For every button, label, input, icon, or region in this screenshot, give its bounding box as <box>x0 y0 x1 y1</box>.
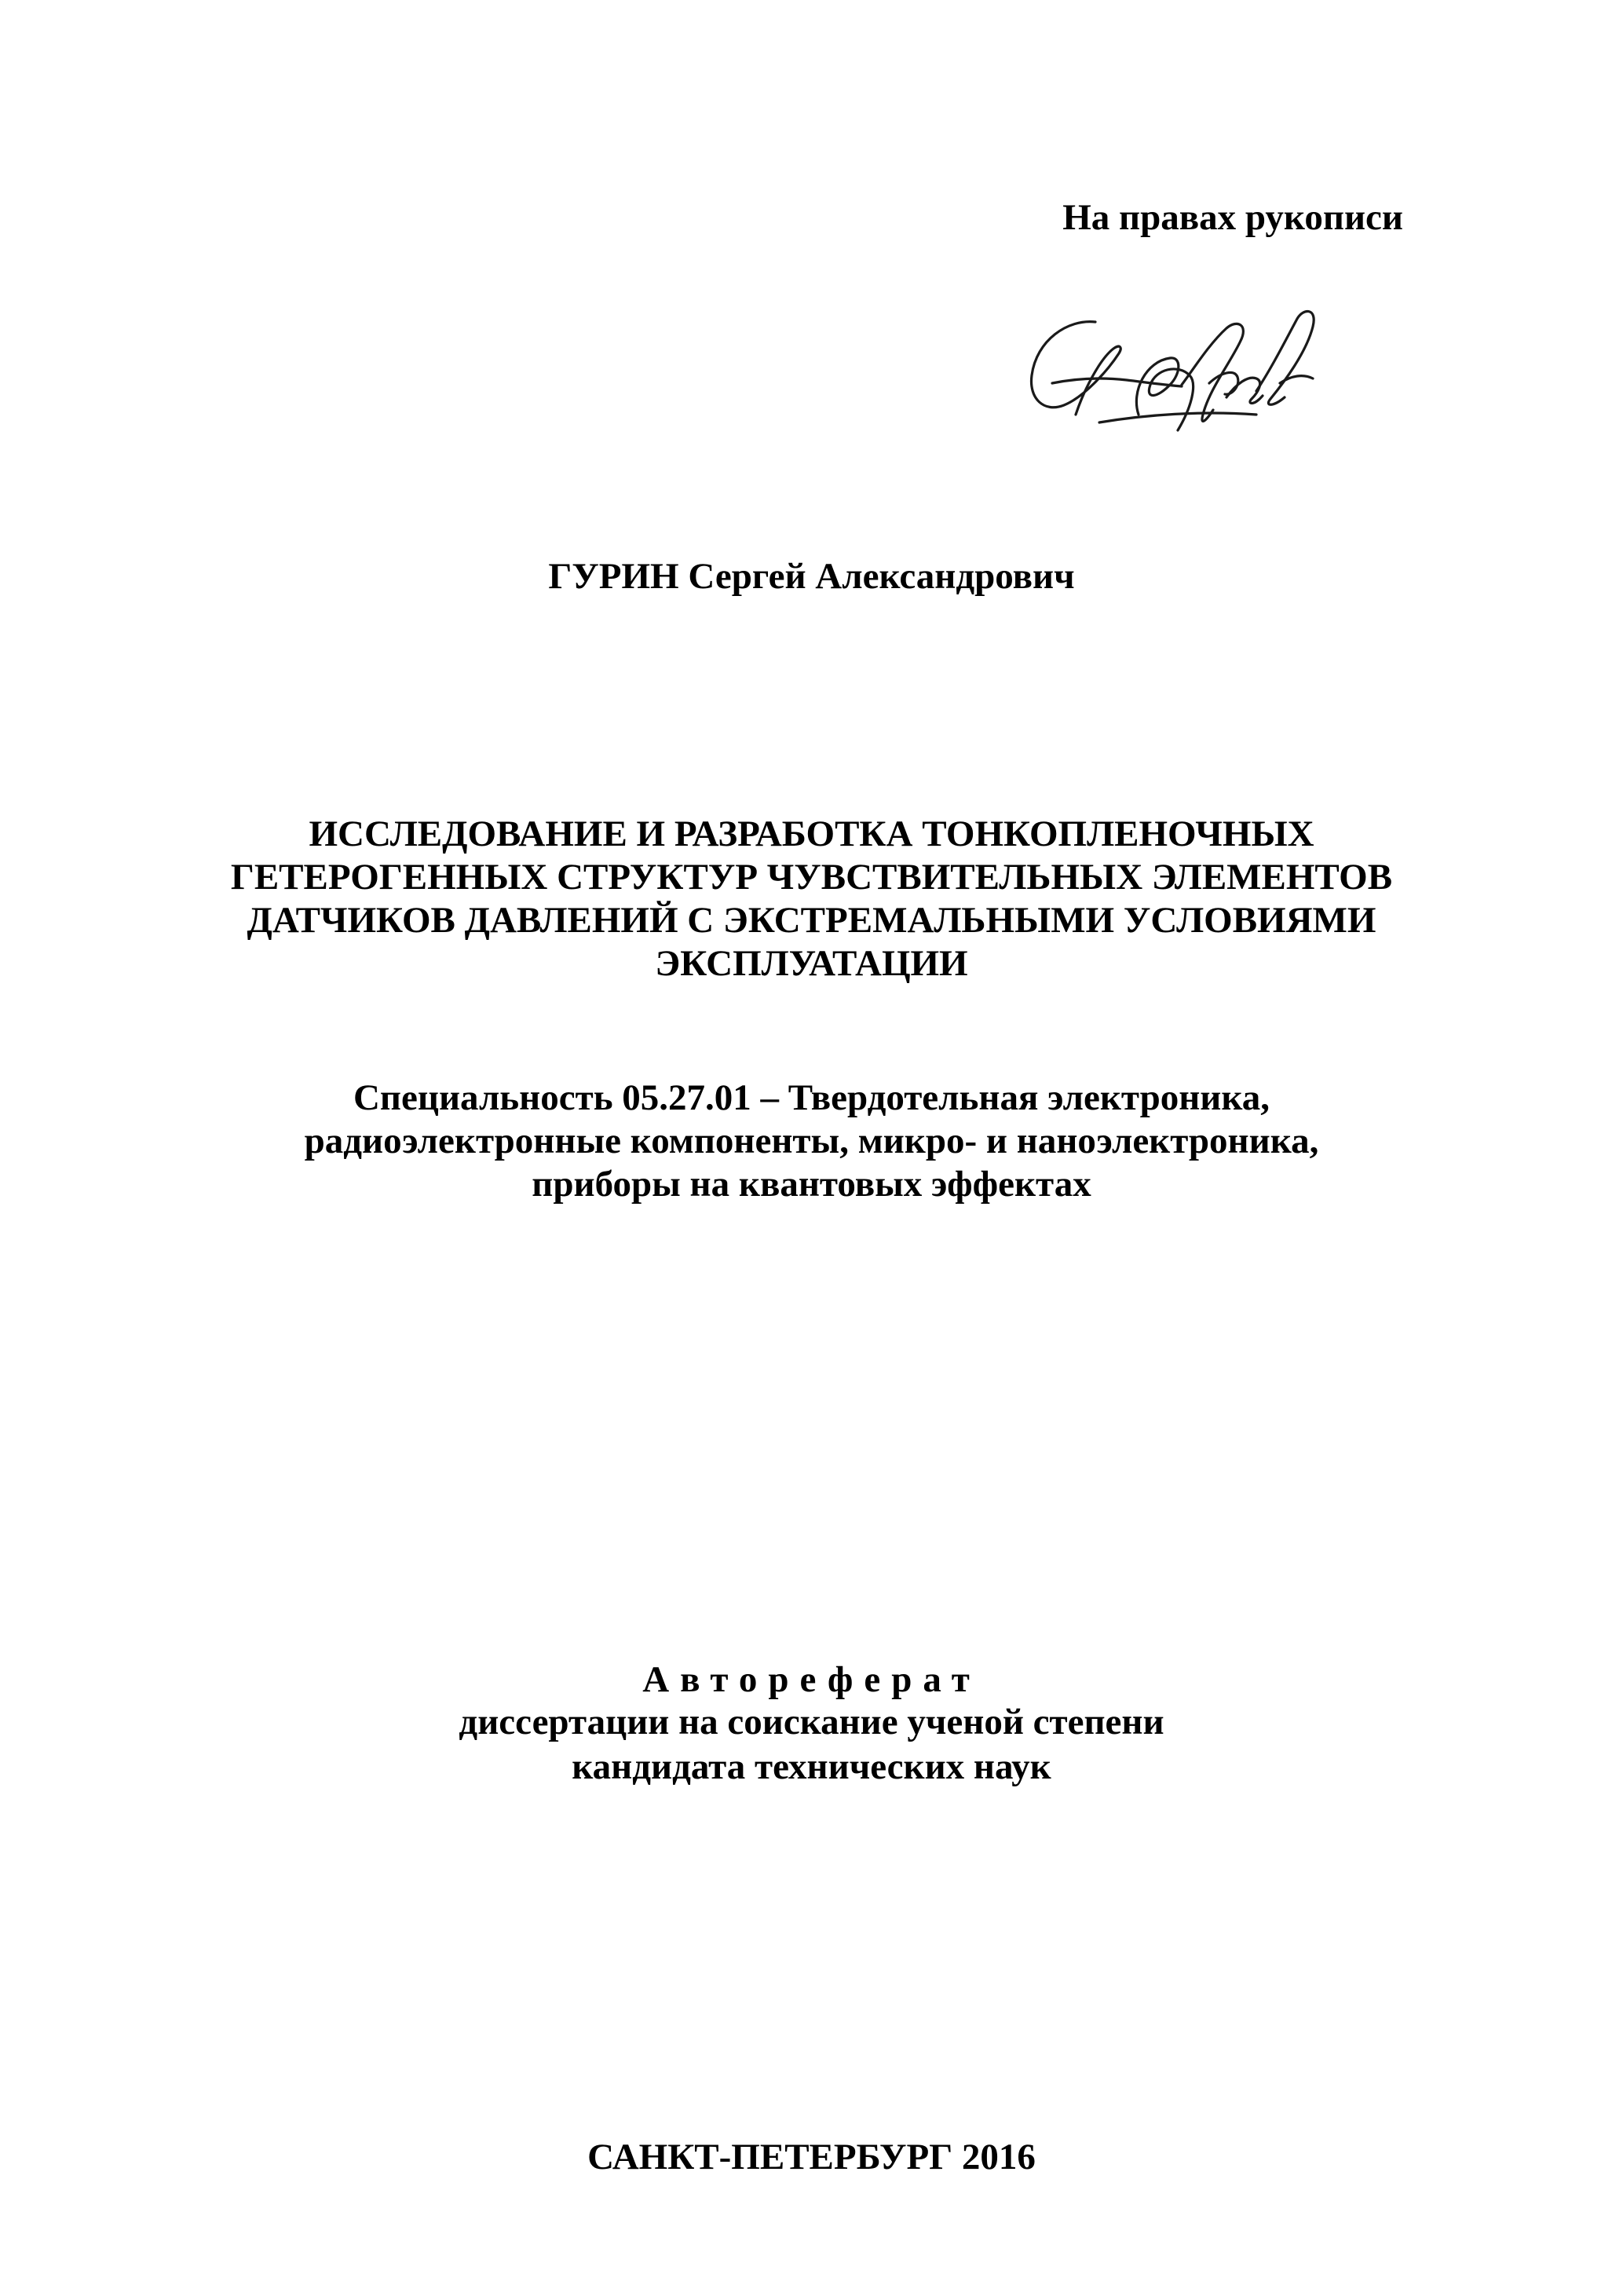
signature-icon <box>1021 297 1327 454</box>
title-line: ДАТЧИКОВ ДАВЛЕНИЙ С ЭКСТРЕМАЛЬНЫМИ УСЛОВИЯМИ <box>247 900 1376 941</box>
specialty-block <box>0 1077 1623 1206</box>
title-line: ГЕТЕРОГЕННЫХ СТРУКТУР ЧУВСТВИТЕЛЬНЫХ ЭЛЕМЕНТОВ <box>230 857 1393 898</box>
dissertation-title <box>0 813 1623 985</box>
title-line: ЭКСПЛУАТАЦИИ <box>655 943 968 984</box>
author-name: ГУРИН Сергей Александрович <box>548 556 1075 597</box>
degree-line: диссертации на соискание ученой степени <box>459 1702 1164 1742</box>
degree-block <box>0 1700 1623 1790</box>
specialty-line: радиоэлектронные компоненты, микро- и наноэлектроника, <box>304 1121 1319 1161</box>
title-line: ИССЛЕДОВАНИЕ И РАЗРАБОТКА ТОНКОПЛЕНОЧНЫХ <box>309 813 1314 854</box>
specialty-line: Специальность 05.27.01 – Твердотельная электроника, <box>353 1077 1270 1118</box>
specialty-line: приборы на квантовых эффектах <box>532 1164 1091 1205</box>
manuscript-rights-note: На правах рукописи <box>1062 197 1403 238</box>
abstract-heading: Автореферат <box>642 1659 981 1700</box>
city-year: САНКТ-ПЕТЕРБУРГ 2016 <box>587 2137 1036 2177</box>
degree-line: кандидата технических наук <box>572 1746 1051 1787</box>
